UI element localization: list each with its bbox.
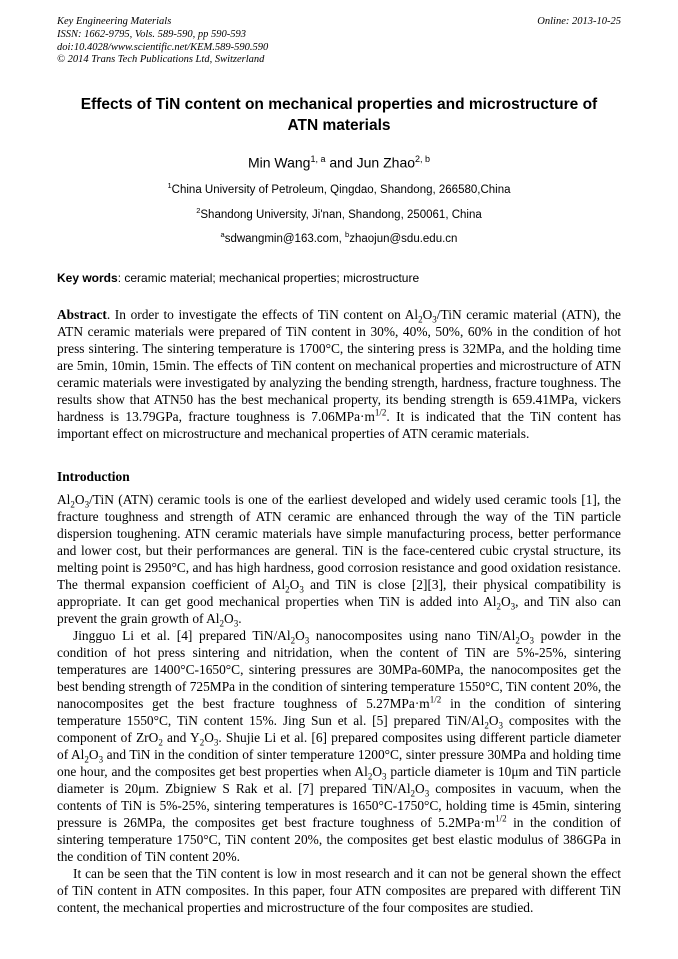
keywords-text: : ceramic material; mechanical properties; microstructure xyxy=(117,271,420,286)
copyright-line: © 2014 Trans Tech Publications Ltd, Switzerland xyxy=(57,54,265,66)
affiliation-2: $^2$Shandong University, Ji'nan, Shandong, 250061, China xyxy=(196,205,482,221)
issn-line: ISSN: 1662-9795, Vols. 589-590, pp 590-593 xyxy=(57,28,246,40)
paper-title: Effects of TiN content on mechanical properties and microstructure of ATN materials xyxy=(80,96,598,135)
journal-header-left xyxy=(57,16,268,67)
journal-name: Key Engineering Materials xyxy=(57,16,172,27)
affiliation-1: $^1$China University of Petroleum, Qingdao, Shandong, 266580,China xyxy=(167,180,511,196)
section-body-introduction xyxy=(57,491,621,916)
doi-line: doi:10.4028/www.scientific.net/KEM.589-590.590 xyxy=(57,41,269,53)
section-heading-introduction: Introduction xyxy=(57,469,130,485)
keywords-label: Key words xyxy=(57,271,118,286)
paragraph: Jingguo Li et al. [4] prepared TiN/$Al_2O_3$ nanocomposites using nano TiN/$Al_2O_3$ powder in the condition of hot press sintering and nitridation, when the content of TiN are 5%-25%, sintering temperatures are 1400°C-1650°C, sintering pressures are 30MPa-60MPa, the nanocomposites get the best bending strength of 725MPa in the condition of sintering temperature 1550°C, TiN content 20%, the nanocomposites get the best fracture toughness of $5.27MPa\cdot m^{1/2}$ in the condition of sintering temperature 1550°C, TiN content 15%. Jing Sun et al. [5] prepared TiN/$Al_2O_3$ composites with the component of ZrO$_2$ and $Y_2O_3$. Shujie Li et al. [6] prepared composites using different particle diameter of $Al_2O_3$ and TiN in the condition of sinter temperature 1200°C, sinter pressure 30MPa and holding time one hour, and the composites get best properties when $Al_2O_3$ particle diameter is 10μm and TiN particle diameter is 20μm. Zbigniew S Rak et al. [7] prepared TiN/$Al_2O_3$ composites in vacuum, when the contents of TiN is 5%-25%, sintering temperatures is 1650°C-1750°C, holding time is 45min, sintering pressure is 26MPa, the composites get best fracture toughness of $5.2MPa\cdot m^{1/2}$ in the condition of sintering temperature 1750°C, TiN content 20%, the composites get best elastic modulus of 386GPa in the condition of TiN content 20%. xyxy=(57,628,622,865)
emails-line: $^a$sdwangmin@163.com, $^b$zhaojun@sdu.edu.cn xyxy=(220,230,458,246)
abstract xyxy=(57,306,621,442)
authors-line: Min Wang$^{1, a}$ and Jun Zhao$^{2, b}$ xyxy=(247,154,431,171)
journal-header xyxy=(57,16,621,67)
paragraph: $Al_2O_3$/TiN (ATN) ceramic tools is one of the earliest developed and widely used ceramic tools [1], the fracture toughness and strength of ATN ceramic are enhanced through the way of the TiN particle dispersion toughening. ATN ceramic materials have simple manufacturing process, better performance and lower cost, but their performances are general. TiN is the face-centered cubic crystal structure, its melting point is 2950°C, and has high hardness, good corrosion resistance and good oxidation resistance. The thermal expansion coefficient of $Al_2O_3$ and TiN is close [2][3], their physical compatibility is appropriate. It can get good mechanical properties when TiN is added into $Al_2O_3$, and TiN also can prevent the grain growth of $Al_2O_3$. xyxy=(57,492,621,629)
keywords-line xyxy=(57,271,621,285)
online-date: Online: 2013-10-25 xyxy=(537,16,621,27)
abstract-label: Abstract xyxy=(57,307,107,323)
paragraph: It can be seen that the TiN content is low in most research and it can not be general shown the effect of TiN content in ATN composites. In this paper, four ATN composites are prepared with different TiN content, the mechanical properties and microstructure of the four composites are studied. xyxy=(57,866,621,916)
abstract-text: . In order to investigate the effects of TiN content on $Al_2O_3$/TiN ceramic material (ATN), the ATN ceramic materials were prepared of TiN content in 30%, 40%, 50%, 60% in the condition of hot press sintering. The sintering temperature is 1700°C, the sintering press is 32MPa, and the holding time are 5min, 10min, 15min. The effects of TiN content on mechanical properties and microstructure of ATN ceramic materials were investigated by analyzing the bending strength, hardness, fracture toughness. The results show that ATN50 has the best mechanical property, its bending strength is 659.41MPa, vickers hardness is 13.79GPa, fracture toughness is $7.06MPa\cdot m^{1/2}$. It is indicated that the TiN content has important effect on microstructure and mechanical properties of ATN ceramic materials. xyxy=(57,307,621,442)
